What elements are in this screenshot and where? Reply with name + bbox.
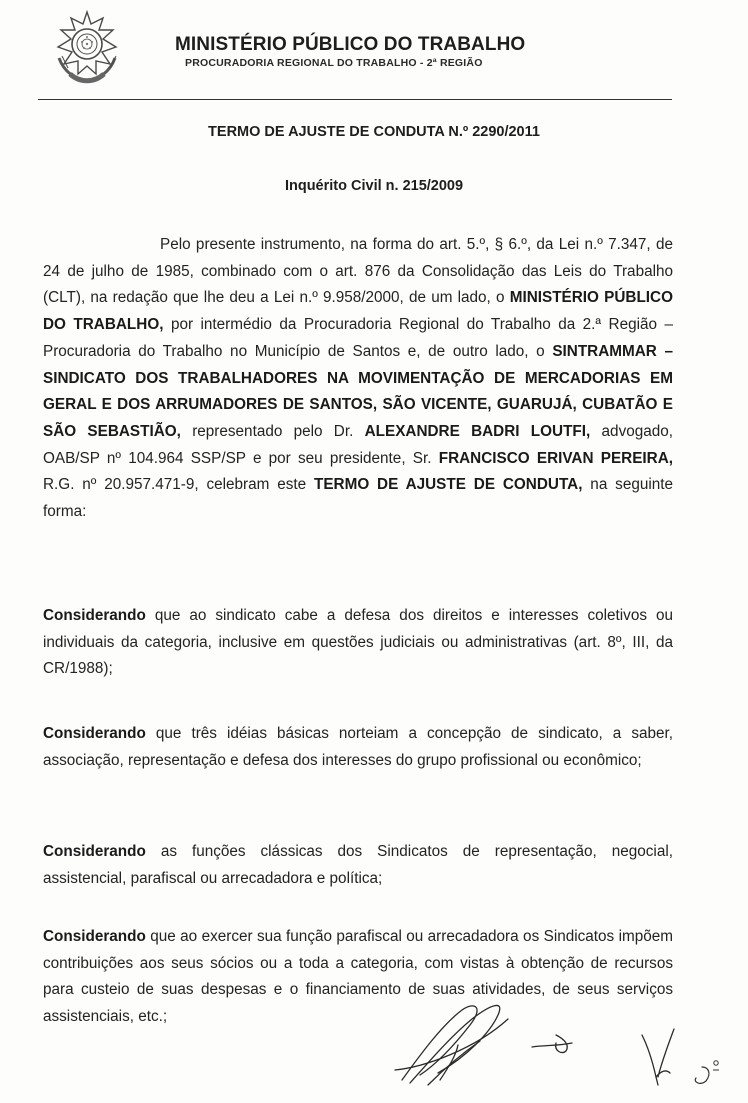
president-name: FRANCISCO ERIVAN PEREIRA, [438, 449, 673, 467]
document-title: TERMO DE AJUSTE DE CONDUTA N.º 2290/2011 [208, 124, 540, 140]
intro-text-6: na seguinte forma: [43, 476, 673, 521]
intro-text-5: R.G. nº 20.957.471-9, celebram este [43, 476, 314, 494]
intro-text-2: por intermédio da Procuradoria Regional do Trabalho da 2.ª Região – Procuradoria do Trabalho no Município de Santos e, de outro lado, o [43, 316, 673, 360]
considerando-text: que ao sindicato cabe a defesa dos direitos e interesses coletivos ou individuais da categoria, inclusive em questões judiciais ou administrativas (art. 8º, III, da CR/1988); [43, 607, 673, 678]
signature-initials [380, 985, 740, 1095]
considerando-lead: Considerando [43, 928, 146, 945]
intro-text-4: advogado, OAB/SP nº 104.964 SSP/SP e por seu presidente, Sr. [43, 422, 674, 467]
intro-text-3: representado pelo Dr. [180, 422, 365, 440]
considerando-lead: Considerando [43, 843, 146, 860]
party-mpt: MINISTÉRIO PÚBLICO DO TRABALHO, [43, 289, 673, 334]
considerando-paragraph [43, 839, 673, 892]
intro-text-1: Pelo presente instrumento, na forma do art. 5.º, § 6.º, da Lei n.º 7.347, de 24 de julho de 1985, combinado com o art. 876 da Consolidação das Leis do Trabalho (CLT), na redação que lhe deu a Lei n.º 9.958/2000, de um lado, o [43, 236, 673, 307]
page-marker [695, 1061, 719, 1084]
considerando-text: que três idéias básicas norteiam a concepção de sindicato, a saber, associação, representação e defesa dos interesses do grupo profissional ou econômico; [43, 725, 673, 769]
lawyer-name: ALEXANDRE BADRI LOUTFI, [364, 422, 591, 440]
brazil-coat-of-arms-icon [50, 10, 124, 86]
header-divider [38, 99, 672, 100]
document-subtitle: Inquérito Civil n. 215/2009 [284, 178, 464, 194]
considerando-paragraph [43, 721, 673, 774]
considerando-text: as funções clássicas dos Sindicatos de representação, negocial, assistencial, parafiscal ou arrecadadora e política; [43, 843, 673, 887]
party-sintrammar: SINTRAMMAR – SINDICATO DOS TRABALHADORES NA MOVIMENTAÇÃO DE MERCADORIAS EM GERAL E DOS ARRUMADORES DE SANTOS, SÃO VICENTE, GUARUJÁ, CUBATÃO E SÃO SEBASTIÃO, [43, 342, 673, 440]
considerando-lead: Considerando [43, 725, 146, 742]
intro-paragraph [43, 232, 673, 526]
agreement-name: TERMO DE AJUSTE DE CONDUTA, [313, 476, 583, 494]
considerando-text: que ao exercer sua função parafiscal ou arrecadadora os Sindicatos impõem contribuições aos seus sócios ou a toda a categoria, com vistas à obtenção de recursos para custeio de suas despesas e o financiamento de suas atividades, de seus serviços assistenciais, etc.; [43, 928, 673, 1026]
organization-unit: PROCURADORIA REGIONAL DO TRABALHO - 2ª REGIÃO [185, 57, 483, 69]
considerando-paragraph [43, 603, 673, 683]
considerando-lead: Considerando [43, 607, 146, 624]
organization-name: MINISTÉRIO PÚBLICO DO TRABALHO [175, 34, 526, 55]
